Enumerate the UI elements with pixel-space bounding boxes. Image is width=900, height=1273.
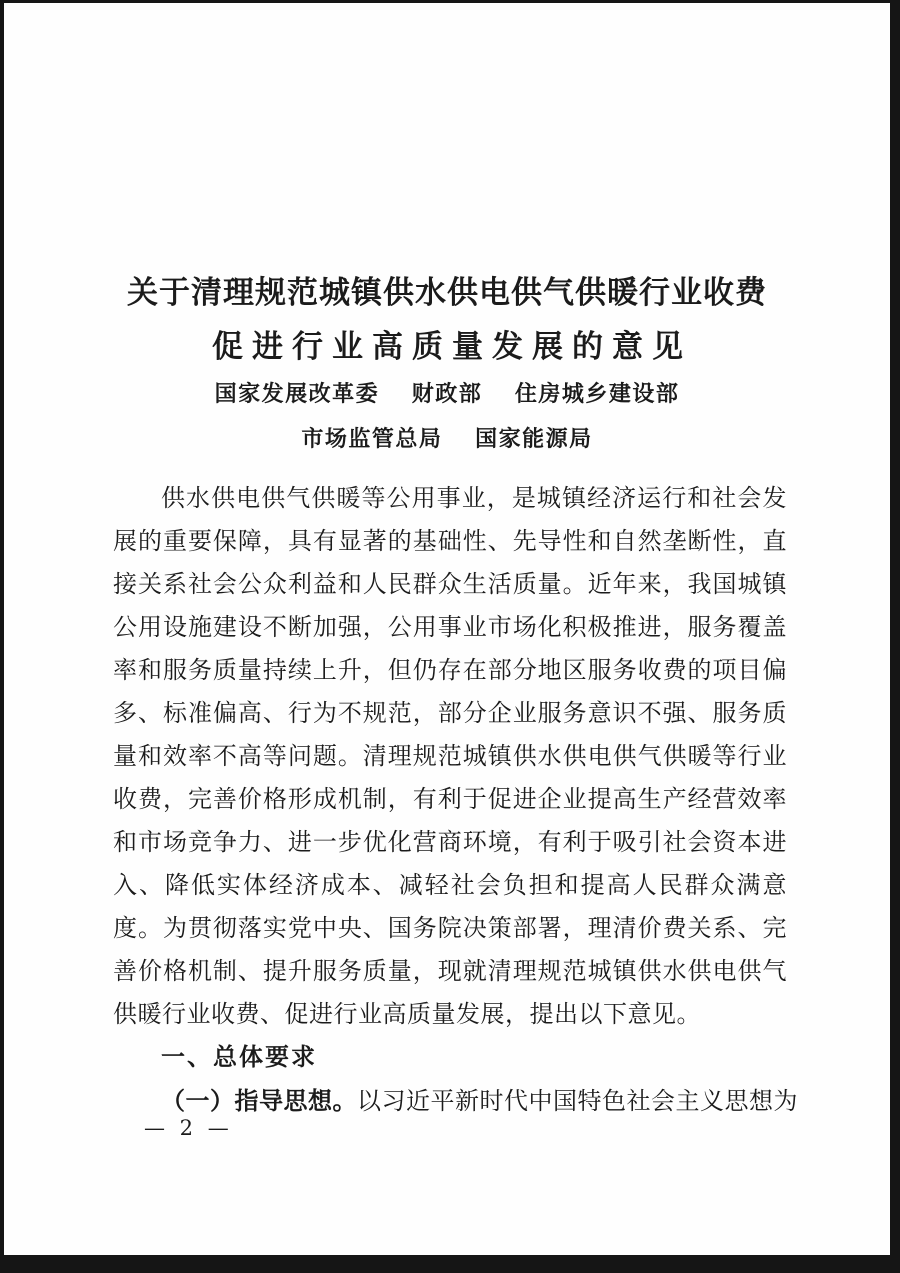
section-heading-overall-requirements: 一、总体要求 bbox=[161, 1043, 317, 1071]
intro-paragraph: 供水供电供气供暖等公用事业，是城镇经济运行和社会发展的重要保障，具有显著的基础性、先导性和自然垄断性，直接关系社会公众利益和人民群众生活质量。近年来，我国城镇公用设施建设不断加强，公用事业市场化积极推进，服务覆盖率和服务质量持续上升，但仍存在部分地区服务收费的项目偏多、标准偏高、行为不规范，部分企业服务意识不强、服务质量和效率不高等问题。清理规范城镇供水供电供气供暖等行业收费，完善价格形成机制，有利于促进企业提高生产经营效率和市场竞争力、进一步优化营商环境，有利于吸引社会资本进入、降低实体经济成本、减轻社会负担和提高人民群众满意度。为贯彻落实党中央、国务院决策部署，理清价费关系、完善价格机制、提升服务质量，现就清理规范城镇供水供电供气供暖行业收费、促进行业高质量发展，提出以下意见。 bbox=[113, 484, 787, 1028]
guiding-ideology-label: （一）指导思想。 bbox=[161, 1086, 357, 1115]
document-page bbox=[4, 3, 890, 1255]
document-title-line1: 关于清理规范城镇供水供电供气供暖行业收费 bbox=[127, 275, 767, 311]
page-number: — 2 — bbox=[144, 1116, 233, 1140]
guiding-ideology-text: 以习近平新时代中国特色社会主义思想为 bbox=[357, 1087, 798, 1115]
issuing-agencies-line1: 国家发展改革委 财政部 住房城乡建设部 bbox=[214, 381, 680, 407]
document-title-line2: 促进行业高质量发展的意见 bbox=[212, 329, 692, 365]
issuing-agencies-line2: 市场监管总局 国家能源局 bbox=[301, 426, 593, 452]
